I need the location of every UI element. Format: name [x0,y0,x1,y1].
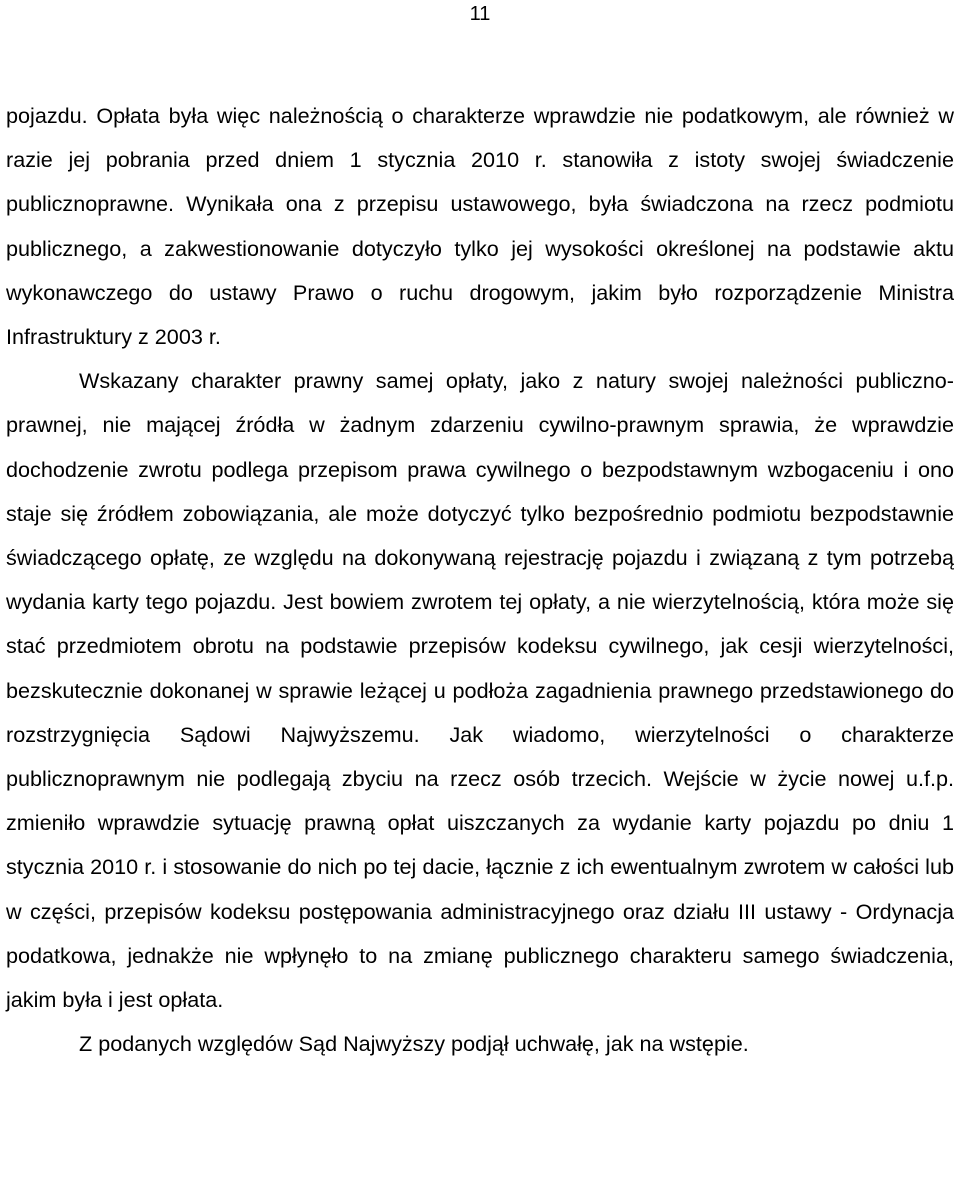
document-body [6,94,954,1066]
page-number: 11 [469,3,491,25]
paragraph-conclusion: Z podanych względów Sąd Najwyższy podjął uchwałę, jak na wstępie. [79,1031,749,1057]
paragraph-continuation: pojazdu. Opłata była więc należnością o charakterze wprawdzie nie podatkowym, ale również w razie jej pobrania przed dniem 1 stycznia 2010 r. stanowiła z istoty swojej świadczenie publicznoprawne. Wynikała ona z przepisu ustawowego, była świadczona na rzecz podmiotu publicznego, a zakwestionowanie dotyczyło tylko jej wysokości określonej na podstawie aktu wykonawczego do ustawy Prawo o ruchu drogowym, jakim było rozporządzenie Ministra Infrastruktury z 2003 r. [6,103,954,350]
paragraph-legal-character: Wskazany charakter prawny samej opłaty, jako z natury swojej należności publiczno-prawnej, nie mającej źródła w żadnym zdarzeniu cywilno-prawnym sprawia, że wprawdzie dochodzenie zwrotu podlega przepisom prawa cywilnego o bezpodstawnym wzbogaceniu i ono staje się źródłem zobowiązania, ale może dotyczyć tylko bezpośrednio podmiotu bezpodstawnie świadczącego opłatę, ze względu na dokonywaną rejestrację pojazdu i związaną z tym potrzebą wydania karty tego pojazdu. Jest bowiem zwrotem tej opłaty, a nie wierzytelnością, która może się stać przedmiotem obrotu na podstawie przepisów kodeksu cywilnego, jak cesji wierzytelności, bezskutecznie dokonanej w sprawie leżącej u podłoża zagadnienia prawnego przedstawionego do rozstrzygnięcia Sądowi Najwyższemu. Jak wiadomo, wierzytelności o charakterze publicznoprawnym nie podlegają zbyciu na rzecz osób trzecich. Wejście w życie nowej u.f.p. zmieniło wprawdzie sytuację prawną opłat uiszczanych za wydanie karty pojazdu po dniu 1 stycznia 2010 r. i stosowanie do nich po tej dacie, łącznie z ich ewentualnym zwrotem w całości lub w części, przepisów kodeksu postępowania administracyjnego oraz działu III ustawy - Ordynacja podatkowa, jednakże nie wpłynęło to na zmianę publicznego charakteru samego świadczenia, jakim była i jest opłata. [6,368,954,1013]
